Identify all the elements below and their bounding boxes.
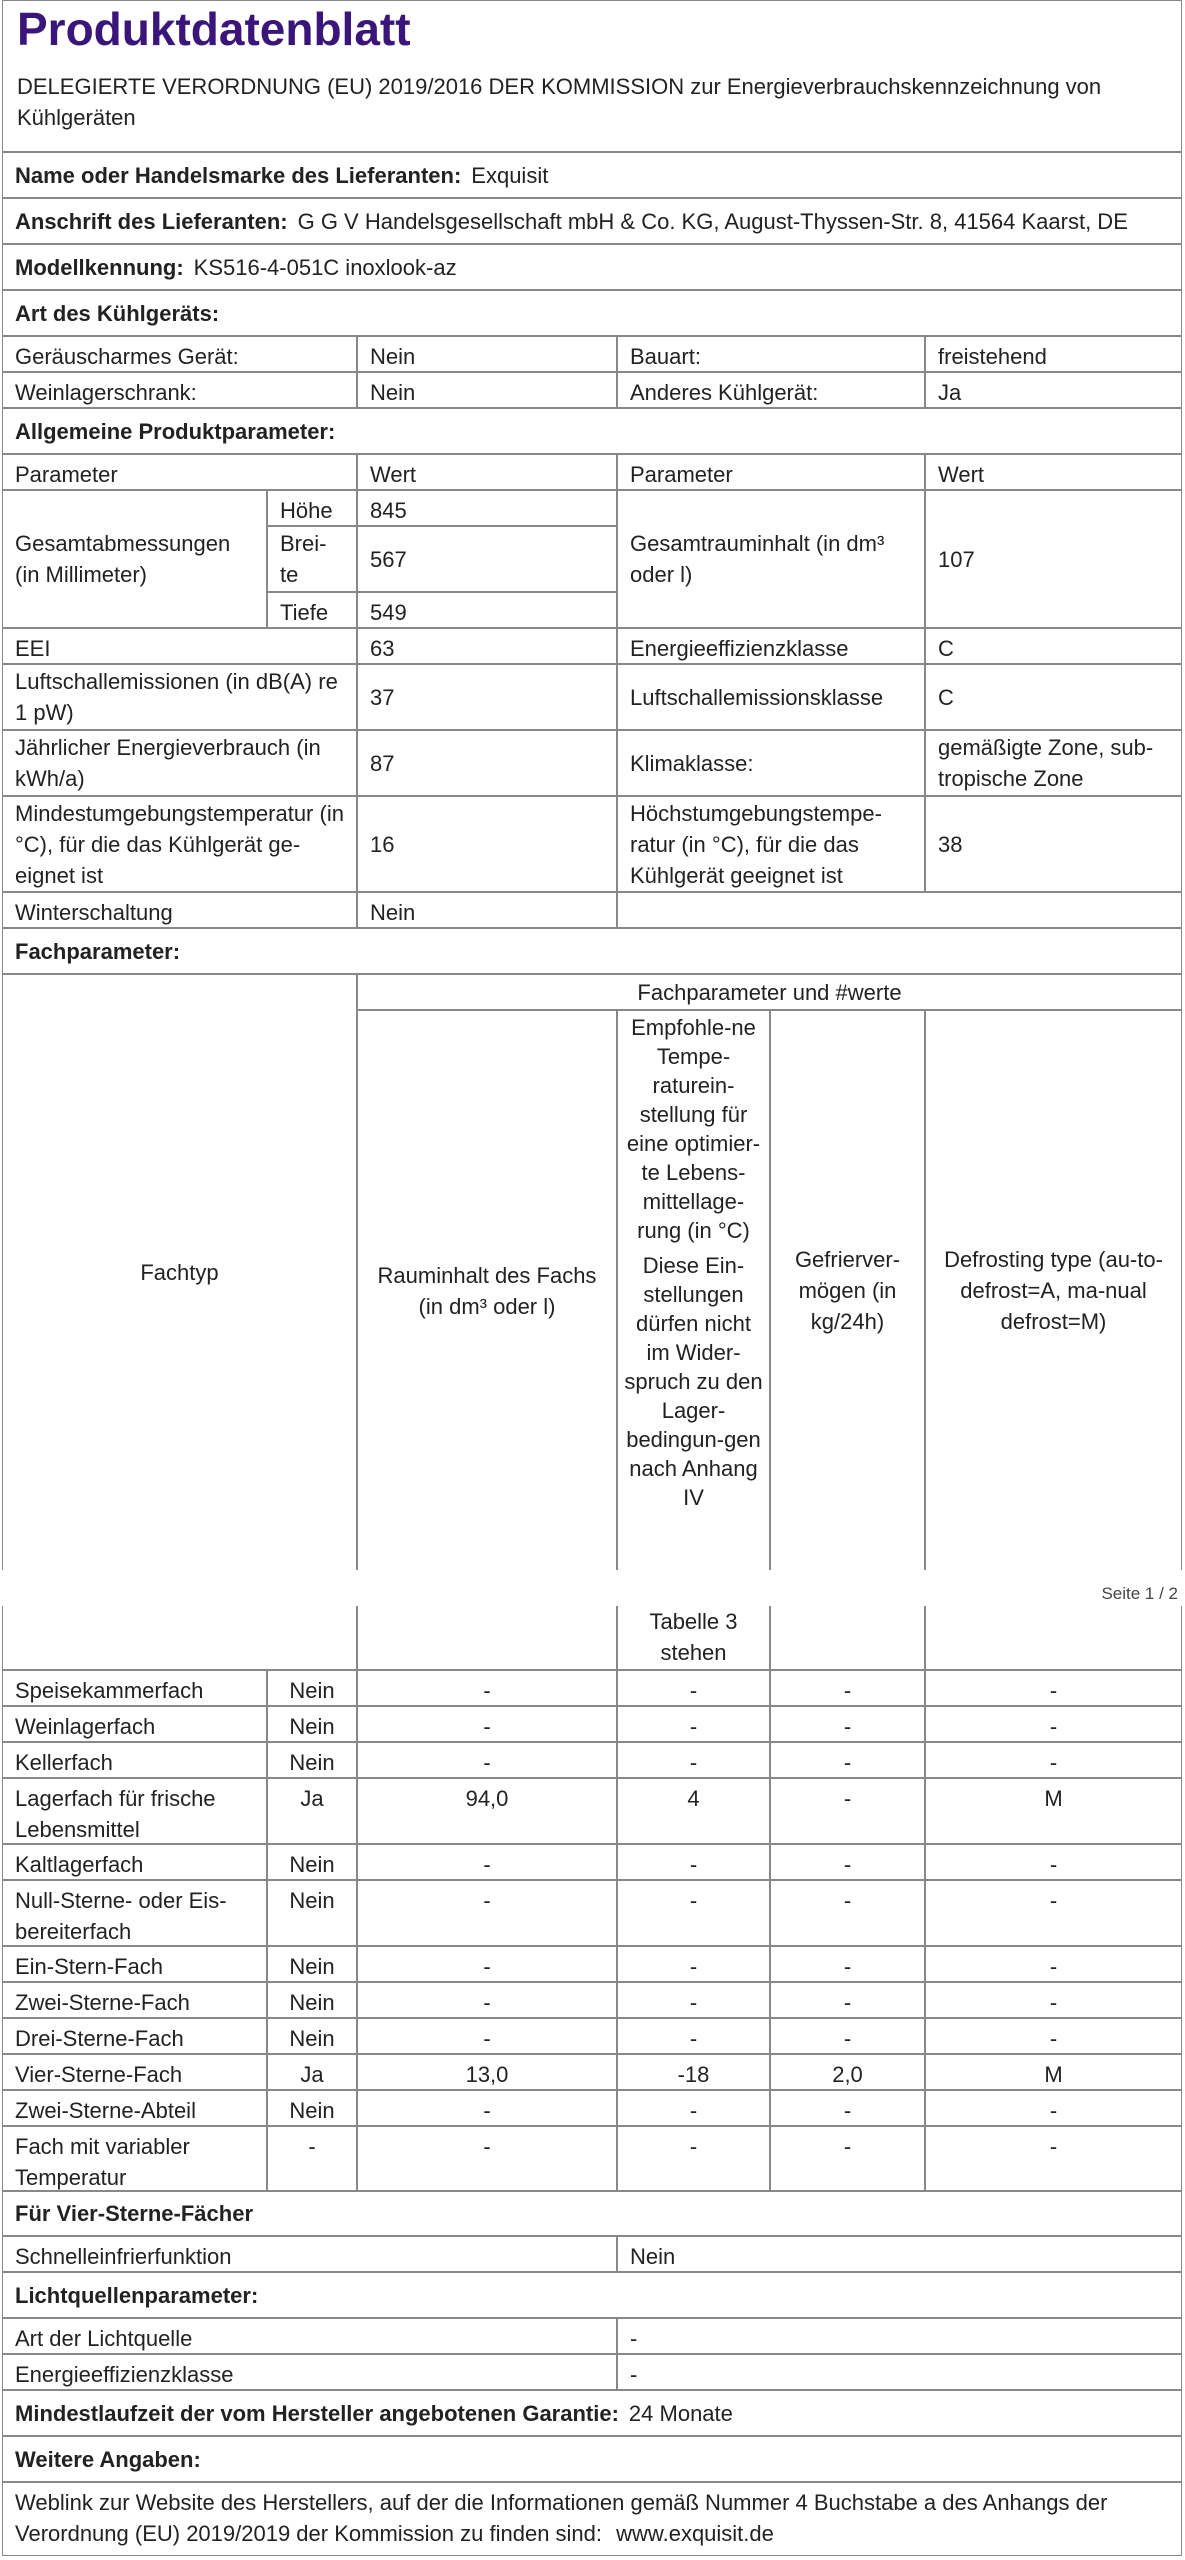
compartment-present-cell: Nein	[267, 1946, 357, 1982]
further-heading: Weitere Angaben:	[2, 2436, 1182, 2482]
continuation-freeze-cell	[770, 1606, 925, 1670]
supplier-name-row	[2, 152, 1182, 198]
compartment-freeze-cell: -	[770, 2126, 925, 2192]
compartment-present-cell: Ja	[267, 2054, 357, 2090]
volume-value: 107	[925, 490, 1182, 628]
eei-label: EEI	[2, 628, 357, 664]
volume-label: Gesamtrauminhalt (in dm³ oder l)	[617, 490, 925, 628]
compartment-defrost-cell: M	[925, 2054, 1182, 2090]
light-type-value: -	[617, 2318, 1182, 2354]
compartment-temp-cell: -	[617, 1742, 770, 1778]
compartment-volume-header: Rauminhalt des Fachs (in dm³ oder l)	[357, 1010, 617, 1570]
compartment-present-cell: Nein	[267, 1742, 357, 1778]
temp-header-part1: Empfohle-ne Tempe-raturein-stellung für eine optimier-te Lebens-mittellage-rung (in °C)	[626, 1015, 761, 1243]
compartment-name-cell: Speisekammerfach	[2, 1670, 267, 1706]
compartment-name-cell: Kaltlagerfach	[2, 1844, 267, 1880]
compartments-heading: Fachparameter:	[2, 928, 1182, 974]
compartment-defrost-cell: -	[925, 2126, 1182, 2192]
compartment-freeze-cell: -	[770, 1844, 925, 1880]
compartment-freeze-cell: -	[770, 1706, 925, 1742]
compartment-defrost-cell: -	[925, 2090, 1182, 2126]
max-temp-label: Höchstumgebungstempe-ratur (in °C), für die das Kühlgerät geeignet ist	[617, 796, 925, 892]
compartment-freeze-cell: -	[770, 1946, 925, 1982]
model-row	[2, 244, 1182, 290]
width-label: Brei-te	[267, 526, 357, 592]
wine-cabinet-value: Nein	[357, 372, 617, 408]
compartment-freeze-cell: -	[770, 2018, 925, 2054]
compartment-temp-cell: -	[617, 1670, 770, 1706]
param-header-left: Parameter	[2, 454, 357, 490]
compartment-volume-cell: -	[357, 1742, 617, 1778]
compartment-temp-cell: -	[617, 1946, 770, 1982]
compartment-freeze-cell: -	[770, 2090, 925, 2126]
page-number: Seite 1 / 2	[1101, 1584, 1178, 1603]
compartment-temp-header	[617, 1010, 770, 1570]
compartment-present-cell: Nein	[267, 2090, 357, 2126]
compartment-temp-cell: -	[617, 1880, 770, 1946]
noise-class-value: C	[925, 664, 1182, 730]
compartment-volume-cell: -	[357, 1982, 617, 2018]
compartment-name-cell: Drei-Sterne-Fach	[2, 2018, 267, 2054]
design-value: freistehend	[925, 336, 1182, 372]
annual-energy-value: 87	[357, 730, 617, 796]
annual-energy-label: Jährlicher Energieverbrauch (in kWh/a)	[2, 730, 357, 796]
energy-class-value: C	[925, 628, 1182, 664]
min-temp-value: 16	[357, 796, 617, 892]
weblink-url[interactable]: www.exquisit.de	[616, 2521, 774, 2546]
wine-cabinet-label: Weinlagerschrank:	[2, 372, 357, 408]
compartment-volume-cell: -	[357, 1844, 617, 1880]
compartment-defrost-cell: -	[925, 1706, 1182, 1742]
fast-freeze-value: Nein	[617, 2236, 1182, 2272]
warranty-value: 24 Monate	[628, 2400, 733, 2426]
compartment-temp-cell: -	[617, 1706, 770, 1742]
compartment-defrost-header: Defrosting type (au-to-defrost=A, ma-nual defrost=M)	[925, 1010, 1182, 1570]
compartment-present-cell: Nein	[267, 1880, 357, 1946]
compartment-defrost-cell: -	[925, 1742, 1182, 1778]
compartment-name-cell: Zwei-Sterne-Abteil	[2, 2090, 267, 2126]
light-heading: Lichtquellenparameter:	[2, 2272, 1182, 2318]
height-value: 845	[357, 490, 617, 526]
climate-class-label: Klimaklasse:	[617, 730, 925, 796]
compartment-present-cell: Ja	[267, 1778, 357, 1844]
climate-class-value: gemäßigte Zone, sub-tropische Zone	[925, 730, 1182, 796]
light-type-label: Art der Lichtquelle	[2, 2318, 617, 2354]
continuation-volume-cell	[357, 1606, 617, 1670]
compartment-name-cell: Weinlagerfach	[2, 1706, 267, 1742]
compartment-present-cell: Nein	[267, 2018, 357, 2054]
fast-freeze-label: Schnelleinfrierfunktion	[2, 2236, 617, 2272]
depth-label: Tiefe	[267, 592, 357, 628]
compartment-defrost-cell: -	[925, 1844, 1182, 1880]
type-heading: Art des Kühlgeräts:	[2, 290, 1182, 336]
winter-value: Nein	[357, 892, 617, 928]
eei-value: 63	[357, 628, 617, 664]
warranty-row	[2, 2390, 1182, 2436]
min-temp-label: Mindestumgebungstemperatur (in °C), für die das Kühlgerät ge-eignet ist	[2, 796, 357, 892]
low-noise-label: Geräuscharmes Gerät:	[2, 336, 357, 372]
compartment-freeze-header: Gefrierver-mögen (in kg/24h)	[770, 1010, 925, 1570]
regulation-text: DELEGIERTE VERORDNUNG (EU) 2019/2016 DER KOMMISSION zur Energieverbrauchskennzeichnung von Kühlgeräten	[17, 74, 1102, 130]
compartment-defrost-cell: -	[925, 1670, 1182, 1706]
max-temp-value: 38	[925, 796, 1182, 892]
compartment-volume-cell: -	[357, 2018, 617, 2054]
compartment-freeze-cell: -	[770, 1778, 925, 1844]
design-label: Bauart:	[617, 336, 925, 372]
noise-class-label: Luftschallemissionsklasse	[617, 664, 925, 730]
other-appliance-label: Anderes Kühlgerät:	[617, 372, 925, 408]
compartment-name-cell: Vier-Sterne-Fach	[2, 2054, 267, 2090]
compartment-volume-cell: 13,0	[357, 2054, 617, 2090]
compartment-type-header: Fachtyp	[2, 974, 357, 1570]
winter-label: Winterschaltung	[2, 892, 357, 928]
supplier-name-value: Exquisit	[471, 162, 549, 188]
compartment-temp-cell: -	[617, 1844, 770, 1880]
winter-empty	[617, 892, 1182, 928]
compartment-freeze-cell: -	[770, 1982, 925, 2018]
compartment-temp-cell: -	[617, 2090, 770, 2126]
compartment-defrost-cell: -	[925, 2018, 1182, 2054]
model-value: KS516-4-051C inoxlook-az	[193, 254, 457, 280]
temp-header-part2: Diese Ein-stellungen dürfen nicht im Wider-spruch zu den Lager-bedingun-gen nach Anhang IV	[624, 1253, 763, 1510]
compartment-freeze-cell: -	[770, 1880, 925, 1946]
compartment-name-cell: Zwei-Sterne-Fach	[2, 1982, 267, 2018]
four-star-heading: Für Vier-Sterne-Fächer	[2, 2190, 1182, 2236]
compartment-defrost-cell: -	[925, 1946, 1182, 1982]
compartment-volume-cell: -	[357, 2126, 617, 2192]
light-energy-class-label: Energieeffizienzklasse	[2, 2354, 617, 2390]
compartment-group-header: Fachparameter und #werte	[357, 974, 1182, 1010]
other-appliance-value: Ja	[925, 372, 1182, 408]
compartment-name-cell: Ein-Stern-Fach	[2, 1946, 267, 1982]
warranty-label: Mindestlaufzeit der vom Hersteller angebotenen Garantie:	[15, 2400, 619, 2426]
value-header-left: Wert	[357, 454, 617, 490]
compartment-temp-cell: 4	[617, 1778, 770, 1844]
compartment-present-cell: Nein	[267, 1844, 357, 1880]
compartment-volume-cell: -	[357, 2090, 617, 2126]
continuation-type-cell	[2, 1606, 357, 1670]
weblink-text: Weblink zur Website des Herstellers, auf der die Informationen gemäß Nummer 4 Buchstabe a des Anhangs der Verordnung (EU) 2019/2019 der Kommission zu finden sind:	[15, 2490, 1108, 2546]
general-heading: Allgemeine Produktparameter:	[2, 408, 1182, 454]
continuation-defrost-cell	[925, 1606, 1182, 1670]
compartment-name-cell: Lagerfach für frische Lebensmittel	[2, 1778, 267, 1844]
model-label: Modellkennung:	[15, 254, 184, 280]
compartment-volume-cell: -	[357, 1670, 617, 1706]
compartment-volume-cell: 94,0	[357, 1778, 617, 1844]
width-value: 567	[357, 526, 617, 592]
compartment-name-cell: Null-Sterne- oder Eis-bereiterfach	[2, 1880, 267, 1946]
depth-value: 549	[357, 592, 617, 628]
compartment-temp-cell: -	[617, 2126, 770, 2192]
compartment-temp-cell: -18	[617, 2054, 770, 2090]
supplier-name-label: Name oder Handelsmarke des Lieferanten:	[15, 162, 462, 188]
compartment-present-cell: Nein	[267, 1982, 357, 2018]
weblink-row	[2, 2482, 1182, 2556]
noise-label: Luftschallemissionen (in dB(A) re 1 pW)	[2, 664, 357, 730]
compartment-defrost-cell: M	[925, 1778, 1182, 1844]
compartment-freeze-cell: -	[770, 1742, 925, 1778]
low-noise-value: Nein	[357, 336, 617, 372]
compartment-present-cell: Nein	[267, 1670, 357, 1706]
compartment-freeze-cell: 2,0	[770, 2054, 925, 2090]
dimensions-label: Gesamtabmessungen (in Millimeter)	[2, 490, 267, 628]
compartment-temp-cell: -	[617, 1982, 770, 2018]
compartment-name-cell: Kellerfach	[2, 1742, 267, 1778]
supplier-address-row	[2, 198, 1182, 244]
height-label: Höhe	[267, 490, 357, 526]
compartment-defrost-cell: -	[925, 1880, 1182, 1946]
compartment-present-cell: Nein	[267, 1706, 357, 1742]
energy-class-label: Energieeffizienzklasse	[617, 628, 925, 664]
compartment-name-cell: Fach mit variabler Temperatur	[2, 2126, 267, 2192]
value-header-right: Wert	[925, 454, 1182, 490]
supplier-address-label: Anschrift des Lieferanten:	[15, 208, 288, 234]
compartment-volume-cell: -	[357, 1706, 617, 1742]
compartment-volume-cell: -	[357, 1880, 617, 1946]
compartment-defrost-cell: -	[925, 1982, 1182, 2018]
light-energy-class-value: -	[617, 2354, 1182, 2390]
compartment-present-cell: -	[267, 2126, 357, 2192]
compartment-volume-cell: -	[357, 1946, 617, 1982]
continuation-temp-cell: Tabelle 3 stehen	[617, 1606, 770, 1670]
supplier-address-value: G G V Handelsgesellschaft mbH & Co. KG, August-Thyssen-Str. 8, 41564 Kaarst, DE	[297, 208, 1128, 234]
page-title: Produktdatenblatt	[17, 3, 411, 55]
noise-value: 37	[357, 664, 617, 730]
param-header-right: Parameter	[617, 454, 925, 490]
compartment-freeze-cell: -	[770, 1670, 925, 1706]
header-block	[2, 0, 1182, 152]
compartment-temp-cell: -	[617, 2018, 770, 2054]
